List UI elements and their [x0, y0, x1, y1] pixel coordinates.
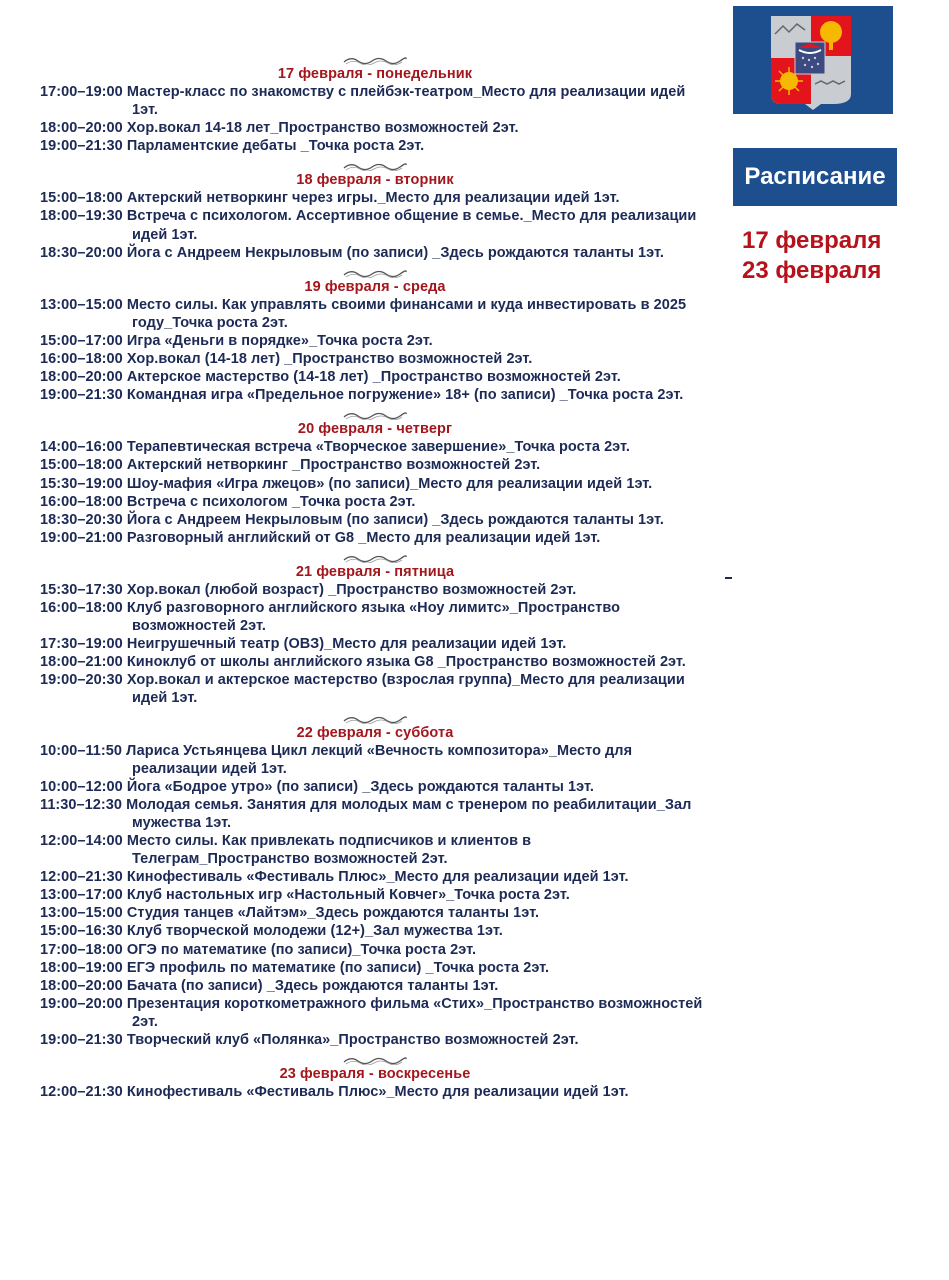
event-item [40, 868, 710, 886]
event-text: Йога с Андреем Некрыловым (по записи) _Здесь рождаются таланты 1эт. [126, 511, 664, 528]
event-text: Место силы. Как управлять своими финансами и куда инвестировать в 2025 году_Точка роста 2эт. [126, 296, 687, 331]
event-item [40, 796, 710, 832]
day-section [40, 708, 710, 1050]
event-item [40, 959, 710, 977]
event-text: Презентация короткометражного фильма «Стих»_Пространство возможностей 2эт. [126, 995, 703, 1030]
event-item [40, 886, 710, 904]
event-time: 12:00–21:30 [40, 869, 123, 886]
event-text: Парламентские дебаты _Точка роста 2эт. [126, 138, 425, 155]
event-text: ЕГЭ профиль по математике (по записи) _Точка роста 2эт. [126, 959, 550, 976]
day-title: 22 февраля - суббота [296, 724, 454, 741]
event-text: Хор.вокал и актерское мастерство (взрослая группа)_Место для реализации идей 1эт. [126, 672, 685, 707]
event-time: 13:00–15:00 [40, 296, 123, 313]
event-item [40, 493, 710, 511]
event-time: 15:00–17:00 [40, 332, 123, 349]
event-text: Терапевтическая встреча «Творческое завершение»_Точка роста 2эт. [126, 439, 631, 456]
event-text: Йога «Бодрое утро» (по записи) _Здесь рождаются таланты 1эт. [126, 778, 594, 795]
event-time: 11:30–12:30 [40, 796, 122, 813]
day-section [40, 262, 710, 405]
event-item [40, 244, 710, 262]
event-text: Киноклуб от школы английского языка G8 _Пространство возможностей 2эт. [126, 654, 686, 671]
event-item [40, 581, 710, 599]
event-time: 18:00–21:00 [40, 654, 123, 671]
day-section [40, 404, 710, 547]
event-text: Йога с Андреем Некрыловым (по записи) _Здесь рождаются таланты 1эт. [126, 244, 664, 261]
event-time: 16:00–18:00 [40, 493, 123, 510]
event-time: 15:00–18:00 [40, 190, 123, 207]
wave-divider-icon [342, 55, 408, 65]
event-item [40, 529, 710, 547]
event-text: Студия танцев «Лайтэм»_Здесь рождаются таланты 1эт. [126, 905, 540, 922]
wave-divider-icon [342, 161, 408, 171]
event-text: Лариса Устьянцева Цикл лекций «Вечность композитора»_Место для реализации идей 1эт. [126, 742, 633, 777]
event-text: Мастер-класс по знакомству с плейбэк-театром_Место для реализации идей 1эт. [126, 84, 686, 119]
day-section [40, 547, 710, 708]
event-item [40, 635, 710, 653]
event-item [40, 83, 710, 119]
wave-divider-icon [342, 714, 408, 724]
day-section [40, 1049, 710, 1101]
event-text: Место силы. Как привлекать подписчиков и клиентов в Телеграм_Пространство возможностей 2эт. [126, 833, 532, 868]
event-item [40, 742, 710, 778]
event-text: Хор.вокал (любой возраст) _Пространство возможностей 2эт. [126, 581, 577, 598]
event-time: 19:00–21:30 [40, 138, 123, 155]
event-text: Актерское мастерство (14-18 лет) _Пространство возможностей 2эт. [126, 369, 621, 386]
event-item [40, 511, 710, 529]
event-text: Актерский нетворкинг _Пространство возможностей 2эт. [126, 457, 541, 474]
event-time: 18:00–20:00 [40, 369, 123, 386]
day-section [40, 155, 710, 261]
event-item [40, 207, 710, 243]
dash-mark [725, 577, 732, 579]
event-time: 12:00–14:00 [40, 833, 123, 849]
event-item [40, 671, 710, 707]
event-text: Игра «Деньги в порядке»_Точка роста 2эт. [126, 332, 433, 349]
event-text: Кинофестиваль «Фестиваль Плюс»_Место для реализации идей 1эт. [126, 1084, 629, 1101]
event-time: 17:30–19:00 [40, 636, 123, 653]
event-time: 18:30–20:00 [40, 244, 123, 261]
event-time: 15:00–16:30 [40, 923, 123, 940]
date-from: 17 февраля [742, 227, 882, 254]
event-text: Молодая семья. Занятия для молодых мам с тренером по реабилитации_Зал мужества 1эт. [126, 796, 692, 831]
day-title: 21 февраля - пятница [295, 563, 455, 580]
event-time: 18:00–20:00 [40, 120, 123, 137]
date-range [733, 226, 897, 286]
day-title: 19 февраля - среда [304, 278, 446, 295]
event-item [40, 368, 710, 386]
event-time: 19:00–20:00 [40, 995, 123, 1012]
event-item [40, 137, 710, 155]
event-time: 17:00–18:00 [40, 941, 123, 958]
event-time: 19:00–20:30 [40, 672, 123, 689]
wave-divider-icon [342, 410, 408, 420]
event-item [40, 977, 710, 995]
event-item [40, 995, 710, 1031]
event-time: 18:00–20:00 [40, 977, 123, 994]
event-item [40, 456, 710, 474]
event-item [40, 189, 710, 207]
event-item [40, 1083, 710, 1101]
event-item [40, 599, 710, 635]
event-text: Хор.вокал (14-18 лет) _Пространство возможностей 2эт. [126, 351, 533, 368]
event-text: Клуб творческой молодежи (12+)_Зал мужества 1эт. [126, 923, 503, 940]
event-item [40, 386, 710, 404]
event-item [40, 438, 710, 456]
event-item [40, 778, 710, 796]
event-time: 16:00–18:00 [40, 351, 123, 368]
event-time: 19:00–21:00 [40, 529, 123, 546]
event-text: Неигрушечный театр (ОВЗ)_Место для реализации идей 1эт. [126, 636, 567, 653]
event-item [40, 119, 710, 137]
coat-of-arms-icon [733, 6, 893, 114]
event-time: 19:00–21:30 [40, 387, 123, 404]
event-text: ОГЭ по математике (по записи)_Точка роста 2эт. [126, 941, 477, 958]
event-item [40, 832, 710, 868]
sidebar [733, 6, 897, 286]
event-time: 17:00–19:00 [40, 84, 123, 100]
event-item [40, 653, 710, 671]
event-time: 16:00–18:00 [40, 599, 123, 616]
event-text: Актерский нетворкинг через игры._Место для реализации идей 1эт. [126, 190, 620, 207]
event-time: 13:00–17:00 [40, 887, 123, 904]
event-time: 19:00–21:30 [40, 1032, 123, 1049]
event-item [40, 922, 710, 940]
event-text: Клуб разговорного английского языка «Ноу лимитс»_Пространство возможностей 2эт. [126, 599, 621, 635]
event-text: Шоу-мафия «Игра лжецов» (по записи)_Место для реализации идей 1эт. [126, 475, 653, 492]
event-item [40, 332, 710, 350]
event-time: 14:00–16:00 [40, 439, 123, 456]
date-to: 23 февраля [742, 257, 882, 284]
event-time: 12:00–21:30 [40, 1084, 123, 1101]
event-text: Встреча с психологом. Ассертивное общение в семье._Место для реализации идей 1эт. [126, 208, 697, 243]
event-text: Кинофестиваль «Фестиваль Плюс»_Место для реализации идей 1эт. [126, 869, 629, 886]
event-text: Хор.вокал 14-18 лет_Пространство возможностей 2эт. [126, 120, 519, 137]
event-time: 18:00–19:00 [40, 959, 123, 976]
event-item [40, 475, 710, 493]
event-text: Бачата (по записи) _Здесь рождаются таланты 1эт. [126, 977, 499, 994]
event-text: Командная игра «Предельное погружение» 18+ (по записи) _Точка роста 2эт. [126, 387, 684, 404]
event-text: Творческий клуб «Полянка»_Пространство возможностей 2эт. [126, 1032, 579, 1049]
event-time: 18:00–19:30 [40, 208, 123, 225]
day-title: 20 февраля - четверг [297, 421, 453, 438]
event-item [40, 296, 710, 332]
schedule-list [40, 55, 710, 1101]
event-time: 10:00–12:00 [40, 778, 123, 795]
event-item [40, 1031, 710, 1049]
wave-divider-icon [342, 268, 408, 278]
event-text: Клуб настольных игр «Настольный Ковчег»_Точка роста 2эт. [126, 887, 570, 904]
event-text: Разговорный английский от G8 _Место для реализации идей 1эт. [126, 529, 601, 546]
event-time: 10:00–11:50 [40, 742, 122, 759]
event-time: 13:00–15:00 [40, 905, 123, 922]
event-text: Встреча с психологом _Точка роста 2эт. [126, 493, 416, 510]
event-item [40, 350, 710, 368]
event-time: 15:30–19:00 [40, 475, 123, 492]
event-item [40, 941, 710, 959]
schedule-banner: Расписание [733, 148, 897, 206]
event-item [40, 904, 710, 922]
wave-divider-icon [342, 1055, 408, 1065]
day-section [40, 55, 710, 155]
event-time: 15:00–18:00 [40, 457, 123, 474]
day-title: 18 февраля - вторник [296, 172, 454, 189]
day-title: 17 февраля - понедельник [277, 66, 473, 82]
event-time: 15:30–17:30 [40, 581, 123, 598]
wave-divider-icon [342, 553, 408, 563]
event-time: 18:30–20:30 [40, 511, 123, 528]
coat-of-arms-logo [733, 6, 893, 114]
day-title: 23 февраля - воскресенье [279, 1066, 471, 1083]
